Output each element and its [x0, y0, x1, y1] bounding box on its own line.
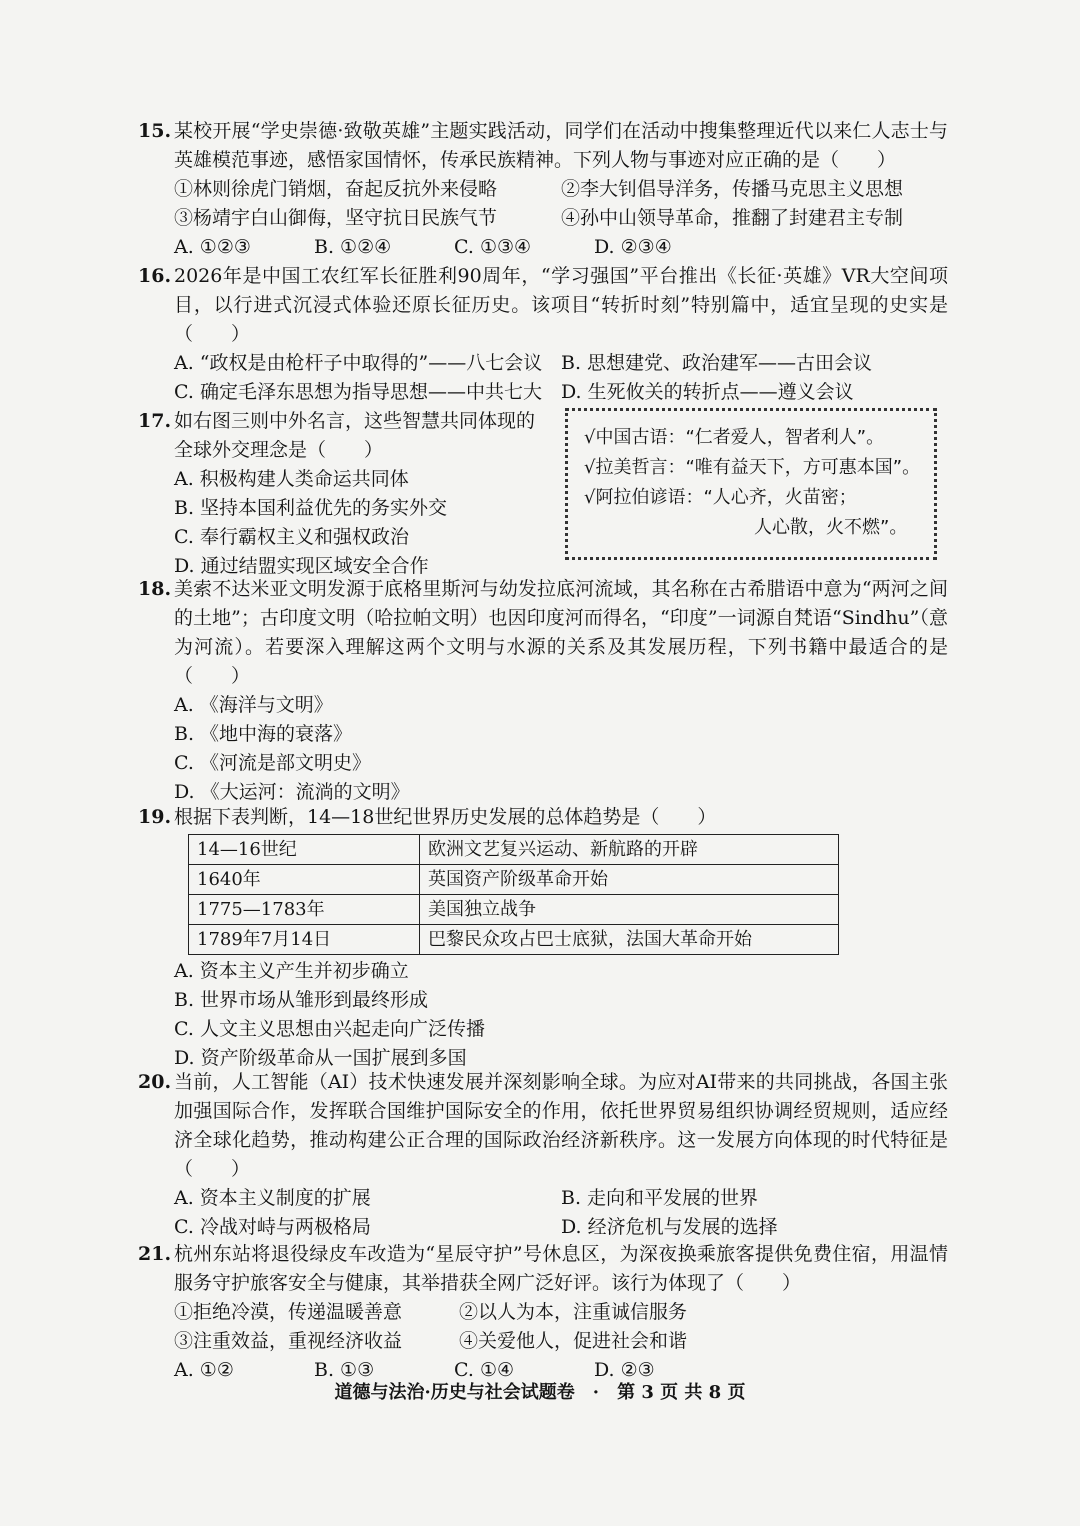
quote-arabic-continued: 人心散，火不燃”。	[754, 517, 908, 538]
option-a: A. “政权是由枪杆子中取得的”——八七会议	[174, 352, 543, 374]
option-c: C. ①③④	[454, 236, 532, 258]
statement-item: ③杨靖宇白山御侮，坚守抗日民族气节	[174, 207, 498, 229]
option-d: D. 经济危机与发展的选择	[561, 1216, 778, 1238]
table-cell: 14—16世纪	[189, 835, 420, 865]
option-c: C. 奉行霸权主义和强权政治	[174, 526, 409, 548]
question-stem: 某校开展“学史崇德·致敬英雄”主题实践活动，同学们在活动中搜集整理近代以来仁人志士与英雄模范事迹，感悟家国情怀，传承民族精神。下列人物与事迹对应正确的是（ ）	[174, 120, 948, 171]
table-row	[189, 835, 839, 865]
table-cell: 1789年7月14日	[189, 925, 420, 955]
option-a: A. 《海洋与文明》	[174, 694, 333, 716]
question-stem: 美索不达米亚文明发源于底格里斯河与幼发拉底河流域，其名称在古希腊语中意为“两河之间的土地”；古印度文明（哈拉帕文明）也因印度河而得名，“印度”一词源自梵语“Sindhu”（意为河流）。若要深入理解这两个文明与水源的关系及其发展历程，下列书籍中最适合的是（ ）	[174, 578, 948, 687]
quote-latin-america: √拉美哲言：“唯有益天下，方可惠本国”。	[584, 457, 921, 478]
option-b: B. ①②④	[314, 236, 392, 258]
question-stem: 2026年是中国工农红军长征胜利90周年，“学习强国”平台推出《长征·英雄》VR大空间项目，以行进式沉浸式体验还原长征历史。该项目“转折时刻”特别篇中，适宜呈现的史实是（ ）	[174, 265, 948, 345]
option-d: D. 生死攸关的转折点——遵义会议	[561, 381, 854, 403]
option-a: A. 资本主义产生并初步确立	[174, 960, 409, 982]
option-d: D. 通过结盟实现区域安全合作	[174, 555, 429, 577]
option-d: D. 《大运河：流淌的文明》	[174, 781, 410, 803]
option-b: B. ①③	[314, 1359, 375, 1381]
option-a: A. ①②	[174, 1359, 234, 1381]
option-b: B. 思想建党、政治建军——古田会议	[561, 352, 873, 374]
option-c: C. 《河流是部文明史》	[174, 752, 371, 774]
table-cell: 欧洲文艺复兴运动、新航路的开辟	[420, 835, 839, 865]
option-d: D. ②③④	[594, 236, 672, 258]
quote-arabic: √阿拉伯谚语：“人心齐，火苗密；	[584, 487, 857, 508]
question-number: 17.	[138, 410, 172, 432]
table-cell: 巴黎民众攻占巴士底狱，法国大革命开始	[420, 925, 839, 955]
option-d: D. ②③	[594, 1359, 655, 1381]
question-stem: 当前，人工智能（AI）技术快速发展并深刻影响全球。为应对AI带来的共同挑战，各国主张加强国际合作，发挥联合国维护国际安全的作用，依托世界贸易组织协调经贸规则，适应经济全球化趋势，推动构建公正合理的国际政治经济新秩序。这一发展方向体现的时代特征是（ ）	[174, 1071, 948, 1180]
option-d: D. 资产阶级革命从一国扩展到多国	[174, 1047, 467, 1069]
option-c: C. 确定毛泽东思想为指导思想——中共七大	[174, 381, 542, 403]
table-row	[189, 925, 839, 955]
table-cell: 美国独立战争	[420, 895, 839, 925]
question-stem: 全球外交理念是（ ）	[174, 439, 384, 461]
question-18	[138, 575, 948, 807]
quotes-box	[565, 408, 937, 560]
statement-item: ②李大钊倡导洋务，传播马克思主义思想	[561, 178, 904, 200]
option-c: C. 人文主义思想由兴起走向广泛传播	[174, 1018, 485, 1040]
question-number: 16.	[138, 265, 172, 287]
quote-chinese: √中国古语：“仁者爱人，智者利人”。	[584, 427, 885, 448]
option-b: B. 世界市场从雏形到最终形成	[174, 989, 429, 1011]
question-20	[138, 1068, 948, 1242]
option-a: A. 资本主义制度的扩展	[174, 1187, 371, 1209]
option-b: B. 坚持本国利益优先的务实外交	[174, 497, 448, 519]
statement-item: ④关爱他人，促进社会和谐	[459, 1330, 688, 1352]
question-19	[138, 803, 948, 1073]
question-number: 15.	[138, 120, 172, 142]
statement-item: ④孙中山领导革命，推翻了封建君主专制	[561, 207, 904, 229]
statement-item: ③注重效益，重视经济收益	[174, 1330, 403, 1352]
question-number: 20.	[138, 1071, 172, 1093]
table-cell: 1775—1783年	[189, 895, 420, 925]
option-a: A. 积极构建人类命运共同体	[174, 468, 409, 490]
option-a: A. ①②③	[174, 236, 251, 258]
statement-item: ①拒绝冷漠，传递温暖善意	[174, 1301, 403, 1323]
table-cell: 1640年	[189, 865, 420, 895]
question-number: 19.	[138, 806, 172, 828]
question-stem: 杭州东站将退役绿皮车改造为“星辰守护”号休息区，为深夜换乘旅客提供免费住宿，用温情服务守护旅客安全与健康，其举措获全网广泛好评。该行为体现了（ ）	[174, 1243, 948, 1294]
statement-item: ②以人为本，注重诚信服务	[459, 1301, 688, 1323]
question-stem: 如右图三则中外名言，这些智慧共同体现的	[174, 410, 536, 432]
history-table	[188, 834, 839, 955]
option-b: B. 走向和平发展的世界	[561, 1187, 759, 1209]
question-number: 21.	[138, 1243, 172, 1265]
question-15	[138, 117, 948, 262]
statement-item: ①林则徐虎门销烟，奋起反抗外来侵略	[174, 178, 498, 200]
option-b: B. 《地中海的衰落》	[174, 723, 353, 745]
table-row	[189, 895, 839, 925]
table-cell: 英国资产阶级革命开始	[420, 865, 839, 895]
page-footer: 道德与法治·历史与社会试题卷 · 第 3 页 共 8 页	[334, 1382, 746, 1403]
question-stem: 根据下表判断，14—18世纪世界历史发展的总体趋势是（ ）	[174, 806, 717, 828]
question-number: 18.	[138, 578, 172, 600]
question-21	[138, 1240, 948, 1385]
option-c: C. ①④	[454, 1359, 515, 1381]
option-c: C. 冷战对峙与两极格局	[174, 1216, 371, 1238]
question-16	[138, 262, 948, 407]
table-row	[189, 865, 839, 895]
